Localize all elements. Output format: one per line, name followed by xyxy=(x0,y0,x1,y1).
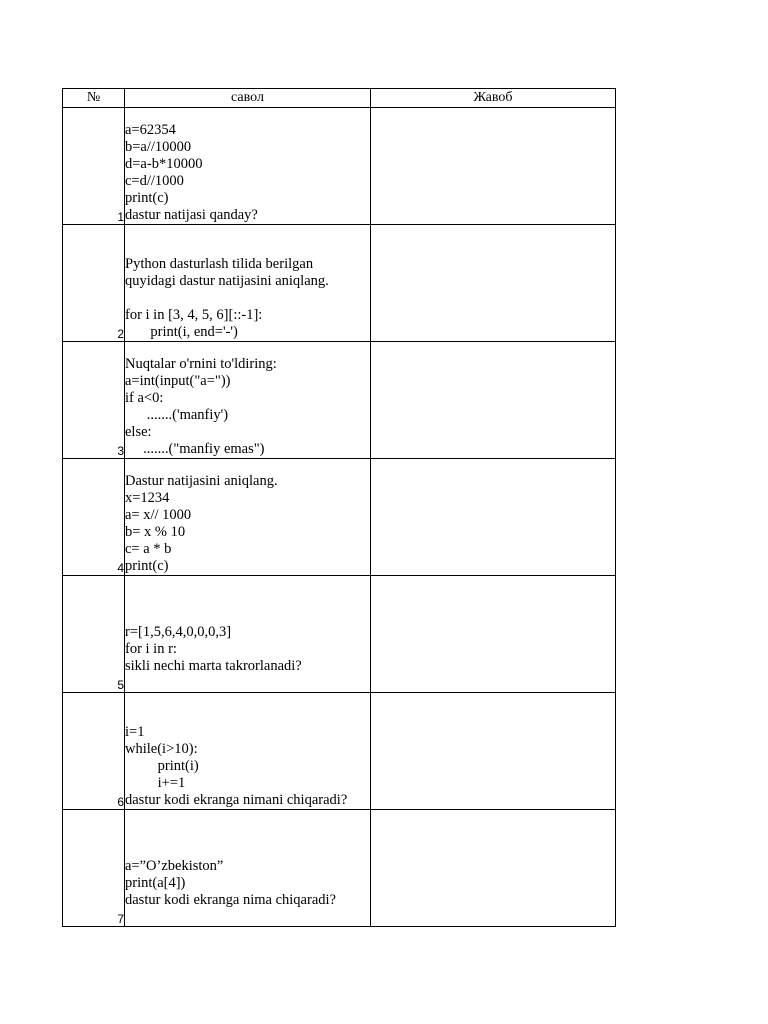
answer-cell[interactable] xyxy=(371,108,616,225)
question-cell: a=62354 b=a//10000 d=a-b*10000 c=d//1000 print(c) dastur natijasi qanday? xyxy=(125,108,371,225)
table-row xyxy=(63,810,616,927)
table-row xyxy=(63,342,616,459)
answer-cell[interactable] xyxy=(371,576,616,693)
quiz-table xyxy=(62,88,616,927)
answer-cell[interactable] xyxy=(371,225,616,342)
answer-cell[interactable] xyxy=(371,342,616,459)
header-number: № xyxy=(63,89,125,108)
row-number: 4 xyxy=(63,459,125,576)
question-cell: Python dasturlash tilida berilgan quyidagi dastur natijasini aniqlang. for i in [3, 4, 5, 6][::-1]: print(i, end='-') xyxy=(125,225,371,342)
row-number: 1 xyxy=(63,108,125,225)
row-number: 3 xyxy=(63,342,125,459)
row-number: 2 xyxy=(63,225,125,342)
question-cell: a=”O’zbekiston” print(a[4]) dastur kodi ekranga nima chiqaradi? xyxy=(125,810,371,927)
header-question: савол xyxy=(125,89,371,108)
row-number: 7 xyxy=(63,810,125,927)
question-cell: Dastur natijasini aniqlang. x=1234 a= x// 1000 b= x % 10 c= a * b print(c) xyxy=(125,459,371,576)
question-cell: r=[1,5,6,4,0,0,0,3] for i in r: sikli nechi marta takrorlanadi? xyxy=(125,576,371,693)
table-row xyxy=(63,108,616,225)
table-row xyxy=(63,225,616,342)
header-answer: Жавоб xyxy=(371,89,616,108)
row-number: 5 xyxy=(63,576,125,693)
table-row xyxy=(63,576,616,693)
question-cell: Nuqtalar o'rnini to'ldiring: a=int(input("a=")) if a<0: .......('manfiy') else: .......("manfiy emas") xyxy=(125,342,371,459)
table-row xyxy=(63,693,616,810)
answer-cell[interactable] xyxy=(371,459,616,576)
answer-cell[interactable] xyxy=(371,810,616,927)
answer-cell[interactable] xyxy=(371,693,616,810)
header-row xyxy=(63,89,616,108)
table-row xyxy=(63,459,616,576)
row-number: 6 xyxy=(63,693,125,810)
question-cell: i=1 while(i>10): print(i) i+=1 dastur kodi ekranga nimani chiqaradi? xyxy=(125,693,371,810)
